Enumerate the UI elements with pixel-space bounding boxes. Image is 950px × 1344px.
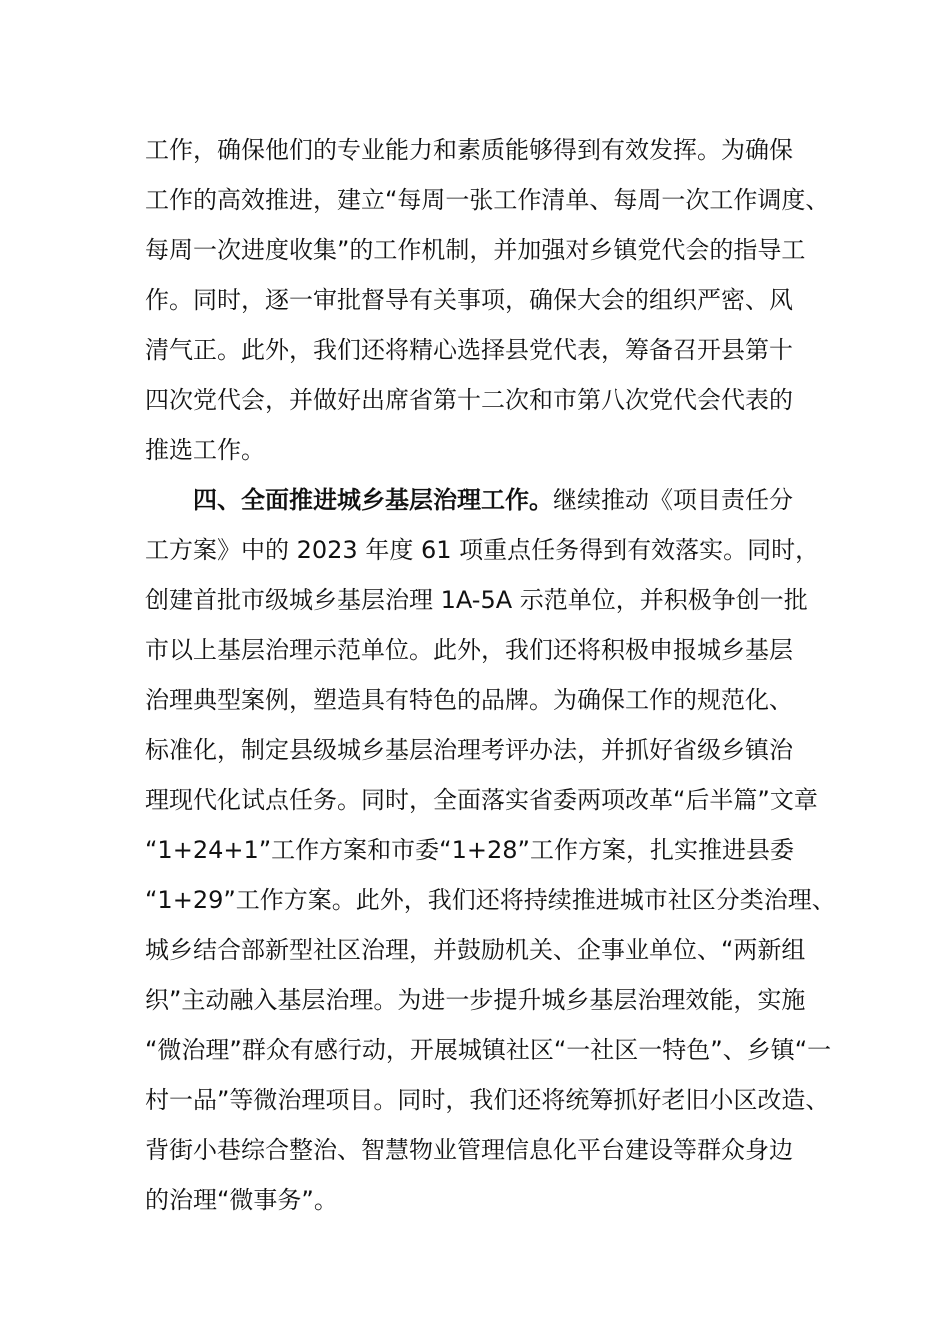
text-line: 工方案》中的 2023 年度 61 项重点任务得到有效落实。同时， xyxy=(145,536,820,564)
paragraph-grassroots-governance xyxy=(145,475,836,1225)
text-line: 创建首批市级城乡基层治理 1A-5A 示范单位，并积极争创一批 xyxy=(145,586,808,614)
text-line: 每周一次进度收集”的工作机制，并加强对乡镇党代会的指导工 xyxy=(145,236,806,264)
text-line: 四次党代会，并做好出席省第十二次和市第八次党代会代表的 xyxy=(145,386,793,414)
heading-line-text: 继续推动《项目责任分 xyxy=(553,486,793,514)
text-line: 城乡结合部新型社区治理，并鼓励机关、企事业单位、“两新组 xyxy=(145,936,806,964)
text-line: 治理典型案例，塑造具有特色的品牌。为确保工作的规范化、 xyxy=(145,686,793,714)
text-line: “微治理”群众有感行动，开展城镇社区“一社区一特色”、乡镇“一 xyxy=(145,1036,832,1064)
text-line: 背街小巷综合整治、智慧物业管理信息化平台建设等群众身边 xyxy=(145,1136,793,1164)
text-line: “1+29”工作方案。此外，我们还将持续推进城市社区分类治理、 xyxy=(145,886,836,914)
text-line: “1+24+1”工作方案和市委“1+28”工作方案，扎实推进县委 xyxy=(145,836,794,864)
text-line: 清气正。此外，我们还将精心选择县党代表，筹备召开县第十 xyxy=(145,336,793,364)
text-line: 村一品”等微治理项目。同时，我们还将统筹抓好老旧小区改造、 xyxy=(145,1086,830,1114)
text-line: 工作，确保他们的专业能力和素质能够得到有效发挥。为确保 xyxy=(145,136,793,164)
text-line: 市以上基层治理示范单位。此外，我们还将积极申报城乡基层 xyxy=(145,636,793,664)
section-heading-line xyxy=(145,475,825,525)
text-line: 理现代化试点任务。同时，全面落实省委两项改革“后半篇”文章 xyxy=(145,786,818,814)
section-heading: 四、全面推进城乡基层治理工作。 xyxy=(193,486,553,514)
text-line: 推选工作。 xyxy=(145,436,265,464)
text-line: 工作的高效推进，建立“每周一张工作清单、每周一次工作调度、 xyxy=(145,186,830,214)
text-line: 织”主动融入基层治理。为进一步提升城乡基层治理效能，实施 xyxy=(145,986,806,1014)
paragraph-work-arrangement xyxy=(145,125,830,475)
text-line: 标准化，制定县级城乡基层治理考评办法，并抓好省级乡镇治 xyxy=(145,736,793,764)
text-line: 的治理“微事务”。 xyxy=(145,1186,338,1214)
text-line: 作。同时，逐一审批督导有关事项，确保大会的组织严密、风 xyxy=(145,286,793,314)
